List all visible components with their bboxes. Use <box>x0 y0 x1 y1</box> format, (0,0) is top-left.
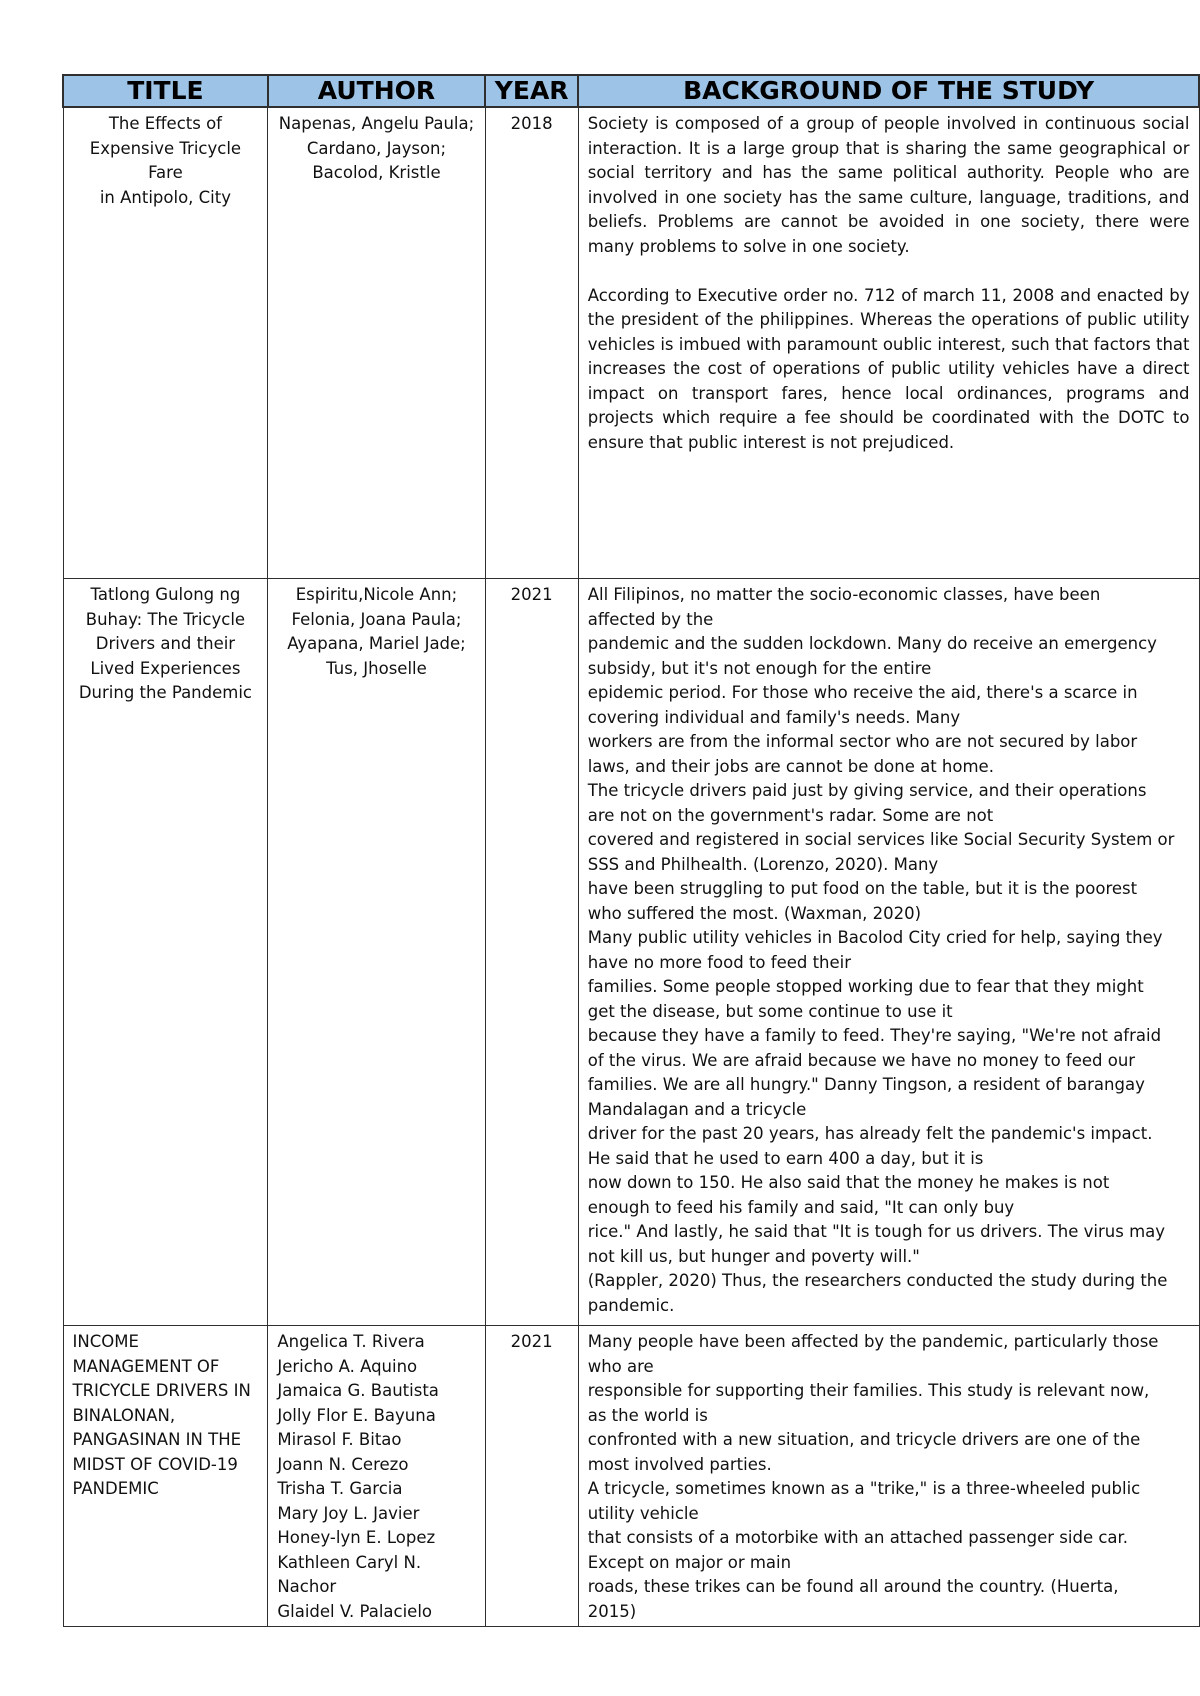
background-line: Except on major or main <box>587 1552 792 1572</box>
background-line: who are <box>587 1356 654 1376</box>
title-line: Drivers and their <box>95 634 236 653</box>
background-line: now down to 150. He also said that the money he makes is not <box>587 1173 1110 1192</box>
background-line: as the world is <box>587 1405 708 1425</box>
title-cell <box>63 1326 268 1627</box>
author-line: Jericho A. Aquino <box>277 1356 418 1376</box>
header-background: BACKGROUND OF THE STUDY <box>578 75 1199 107</box>
title-line: MANAGEMENT OF <box>72 1356 220 1376</box>
background-line: Mandalagan and a tricycle <box>587 1099 807 1119</box>
background-line: epidemic period. For those who receive the aid, there's a scarce in <box>587 683 1138 702</box>
background-cell <box>578 1326 1199 1627</box>
table-row <box>63 579 1199 1326</box>
background-line: All Filipinos, no matter the socio-economic classes, have been <box>587 585 1101 604</box>
author-cell <box>268 1326 485 1627</box>
background-paragraph: Society is composed of a group of people involved in continuous social interaction. It is a large group that is sharing the same geographical or social territory and has the same political authority. People who are involved in one society has the same culture, language, traditions, and beliefs. Problems are cannot be avoided in one society, there were many problems to solve in one society. <box>587 114 1190 256</box>
title-cell <box>63 579 268 1326</box>
background-line: SSS and Philhealth. (Lorenzo, 2020). Many <box>587 854 939 874</box>
background-line: of the virus. We are afraid because we have no money to feed our <box>587 1050 1136 1070</box>
year-cell: 2021 <box>485 1326 578 1627</box>
background-line: because they have a family to feed. They're saying, "We're not afraid <box>587 1026 1162 1045</box>
background-paragraph: According to Executive order no. 712 of march 11, 2008 and enacted by the president of the philippines. Whereas the operations of public utility vehicles is imbued with paramount oublic interest, such that factors that increases the cost of operations of public utility vehicles have a direct impact on transport fares, hence local ordinances, programs and projects which require a fee should be coordinated with the DOTC to ensure that public interest is not prejudiced. <box>587 285 1190 452</box>
author-line: Joann N. Cerezo <box>277 1454 409 1474</box>
title-line: Tatlong Gulong ng <box>90 585 241 604</box>
title-line: Lived Experiences <box>90 658 241 678</box>
author-line: Tus, Jhoselle <box>326 658 427 678</box>
header-year: YEAR <box>485 75 578 107</box>
background-line: roads, these trikes can be found all around the country. (Huerta, <box>587 1577 1119 1596</box>
author-line: Mary Joy L. Javier <box>277 1503 420 1523</box>
header-author: AUTHOR <box>268 75 485 107</box>
author-line: Jolly Flor E. Bayuna <box>277 1405 436 1425</box>
background-line: pandemic. <box>587 1295 675 1315</box>
background-line: utility vehicle <box>587 1503 699 1523</box>
background-line: families. Some people stopped working due to fear that they might <box>587 977 1144 996</box>
title-line: The Effects of <box>108 114 222 133</box>
title-line: Buhay: The Tricycle <box>85 609 246 629</box>
background-line: The tricycle drivers paid just by giving service, and their operations <box>587 781 1147 800</box>
background-line: affected by the <box>587 609 714 629</box>
background-line: are not on the government's radar. Some are not <box>587 805 994 825</box>
background-line: subsidy, but it's not enough for the entire <box>587 658 932 678</box>
background-line: Many public utility vehicles in Bacolod City cried for help, saying they <box>587 928 1163 947</box>
title-line: During the Pandemic <box>78 683 252 702</box>
title-line: BINALONAN, <box>72 1405 176 1425</box>
title-line: INCOME <box>72 1332 139 1351</box>
author-line: Cardano, Jayson; <box>306 138 447 158</box>
author-line: Espiritu,Nicole Ann; <box>295 585 458 604</box>
background-line: Many people have been affected by the pandemic, particularly those <box>587 1332 1159 1351</box>
year-cell: 2021 <box>485 579 578 1326</box>
author-line: Honey-lyn E. Lopez <box>277 1528 436 1547</box>
background-line: covered and registered in social services like Social Security System or <box>587 830 1175 849</box>
author-line: Kathleen Caryl N. Nachor <box>277 1552 422 1596</box>
background-line: pandemic and the sudden lockdown. Many do receive an emergency <box>587 634 1157 653</box>
author-line: Napenas, Angelu Paula; <box>278 114 475 133</box>
background-line: laws, and their jobs are cannot be done at home. <box>587 756 994 776</box>
background-line: A tricycle, sometimes known as a "trike," is a three-wheeled public <box>587 1479 1141 1498</box>
title-cell <box>63 107 268 579</box>
background-line: not kill us, but hunger and poverty will." <box>587 1246 920 1266</box>
literature-table <box>62 74 1200 1627</box>
background-line: that consists of a motorbike with an attached passenger side car. <box>587 1528 1129 1547</box>
author-line: Glaidel V. Palacielo <box>277 1601 433 1621</box>
author-line: Trisha T. Garcia <box>277 1479 403 1498</box>
title-line: in Antipolo, City <box>99 187 231 207</box>
title-line: Expensive Tricycle Fare <box>89 138 242 182</box>
author-line: Bacolod, Kristle <box>312 163 441 182</box>
author-line: Felonia, Joana Paula; <box>291 609 462 629</box>
author-line: Ayapana, Mariel Jade; <box>287 634 466 653</box>
author-line: Jamaica G. Bautista <box>277 1381 439 1400</box>
title-line: TRICYCLE DRIVERS IN <box>72 1381 251 1400</box>
table-row <box>63 1326 1199 1627</box>
author-line: Angelica T. Rivera <box>277 1332 425 1351</box>
author-cell <box>268 579 485 1326</box>
background-cell <box>578 107 1199 579</box>
background-line: most involved parties. <box>587 1454 772 1474</box>
background-line: have no more food to feed their <box>587 952 852 972</box>
background-line: confronted with a new situation, and tricycle drivers are one of the <box>587 1430 1141 1449</box>
background-line: get the disease, but some continue to use it <box>587 1001 953 1021</box>
background-line: responsible for supporting their families. This study is relevant now, <box>587 1381 1150 1400</box>
background-line: 2015) <box>587 1601 637 1621</box>
title-line: MIDST OF COVID-19 <box>72 1454 238 1474</box>
background-cell <box>578 579 1199 1326</box>
table-row <box>63 107 1199 579</box>
background-line: (Rappler, 2020) Thus, the researchers conducted the study during the <box>587 1271 1168 1290</box>
year-cell: 2018 <box>485 107 578 579</box>
background-line: families. We are all hungry." Danny Tingson, a resident of barangay <box>587 1075 1145 1094</box>
background-line: enough to feed his family and said, "It can only buy <box>587 1197 1015 1217</box>
background-line: rice." And lastly, he said that "It is tough for us drivers. The virus may <box>587 1222 1166 1241</box>
background-line: driver for the past 20 years, has already felt the pandemic's impact. <box>587 1124 1153 1143</box>
header-title: TITLE <box>63 75 268 107</box>
background-line: covering individual and family's needs. Many <box>587 707 961 727</box>
background-line: workers are from the informal sector who are not secured by labor <box>587 732 1138 751</box>
title-line: PANDEMIC <box>72 1479 159 1498</box>
background-line: He said that he used to earn 400 a day, but it is <box>587 1148 984 1168</box>
header-row <box>63 75 1199 107</box>
background-line: have been struggling to put food on the table, but it is the poorest <box>587 879 1138 898</box>
title-line: PANGASINAN IN THE <box>72 1430 242 1449</box>
author-line: Mirasol F. Bitao <box>277 1430 402 1449</box>
author-cell <box>268 107 485 579</box>
background-line: who suffered the most. (Waxman, 2020) <box>587 903 922 923</box>
